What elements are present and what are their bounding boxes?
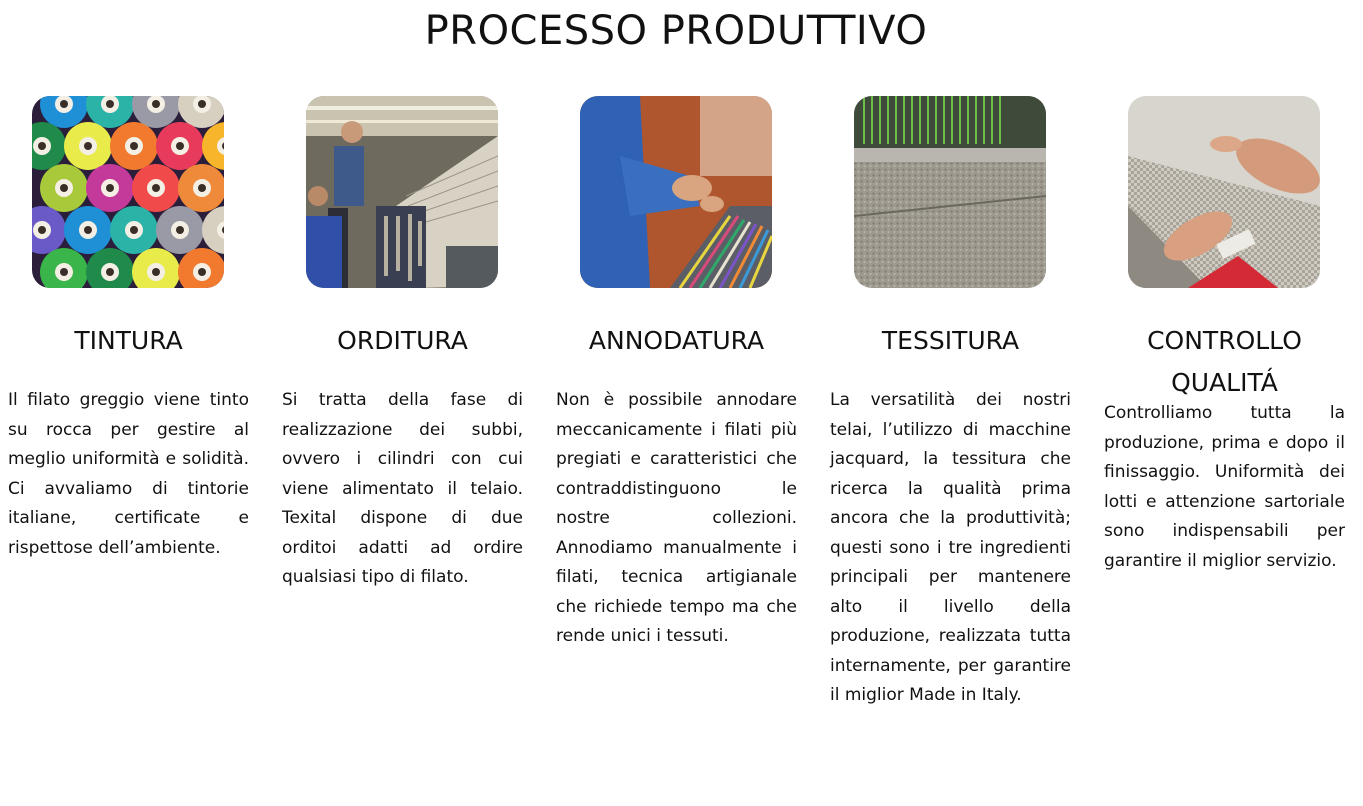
step-heading-tessitura: TESSITURA: [881, 326, 1020, 355]
step-text-annodatura: Non è possibile annodare meccanicamente i filati più pregiati e caratteristici che contraddistinguono le nostre collezioni. Annodiamo manualmente i filati, tecnica artigianale che richiede tempo ma che rende unici i tessuti.: [556, 390, 797, 646]
step-text-orditura: Si tratta della fase di realizzazione dei subbi, ovvero i cilindri con cui viene alimentato il telaio. Texital dispone di due orditoi adatti ad ordire qualsiasi tipo di filato.: [282, 390, 523, 587]
step-heading-controllo-qualita: CONTROLLO QUALITÁ: [1147, 326, 1302, 397]
step-heading-tintura: TINTURA: [74, 326, 183, 355]
process-step-tessitura: [830, 96, 1071, 705]
step-text-tessitura: La versatilità dei nostri telai, l’utilizzo di macchine jacquard, la tessitura che ricerca la qualità prima ancora che la produttività; questi sono i tre ingredienti principali per mantenere alto il livello della produzione, realizzata tutta internamente, per garantire il miglior Made in Italy.: [830, 390, 1071, 705]
process-step-controllo-qualita: [1104, 96, 1345, 571]
process-step-annodatura: [556, 96, 797, 646]
colored-yarn-spools-image: [32, 96, 224, 288]
process-step-tintura: [8, 96, 249, 558]
fabric-quality-inspection-image: [1128, 96, 1320, 288]
step-text-controllo-qualita: Controlliamo tutta la produzione, prima e dopo il finissaggio. Uniformità dei lotti e attenzione sartoriale sono indispensabili per garantire il miglior servizio.: [1104, 403, 1345, 571]
step-heading-annodatura: ANNODATURA: [588, 326, 765, 355]
page-title: PROCESSO PRODUTTIVO: [424, 8, 928, 54]
warping-machine-workers-image: [306, 96, 498, 288]
weaving-loom-fabric-image: [854, 96, 1046, 288]
step-heading-orditura: ORDITURA: [337, 326, 468, 355]
process-step-orditura: [282, 96, 523, 587]
step-text-tintura: Il filato greggio viene tinto su rocca per gestire al meglio uniformità e solidità. Ci avvaliamo di tintorie italiane, certificate e rispettose dell’ambiente.: [8, 390, 249, 558]
hand-knotting-threads-image: [580, 96, 772, 288]
